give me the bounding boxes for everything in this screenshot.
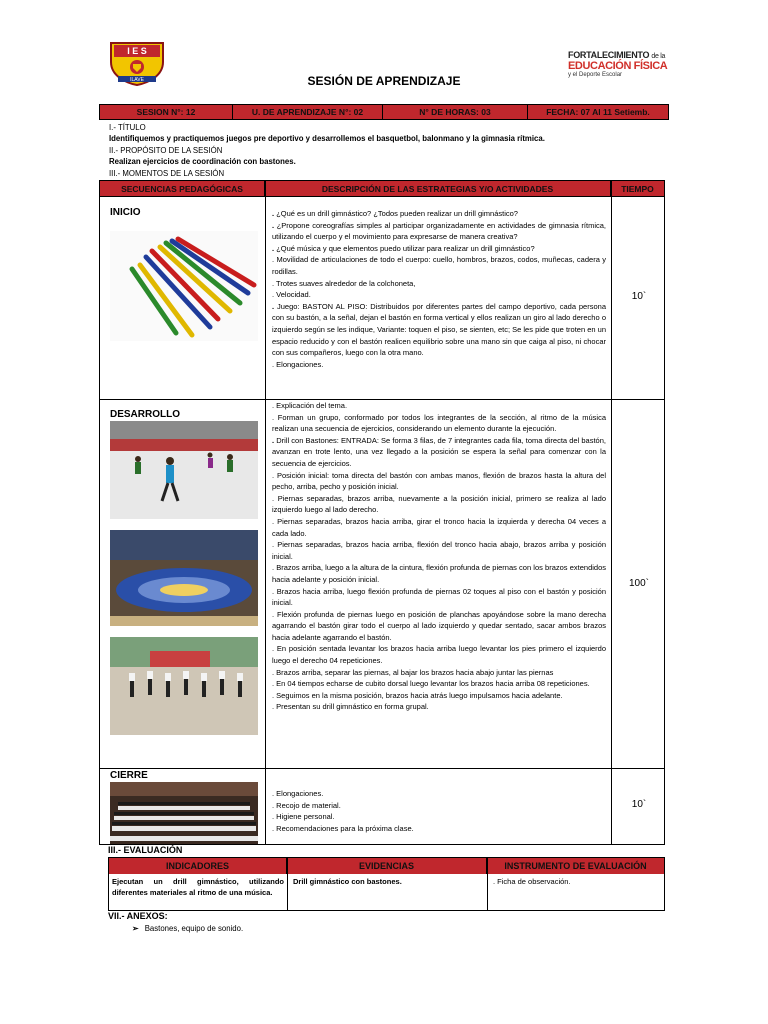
inicio-line: ¿Qué es un drill gimnástico? ¿Todos pueden realizar un drill gimnástico? bbox=[276, 209, 518, 218]
annexes-label: VII.- ANEXOS: bbox=[108, 911, 168, 921]
cierre-time: 10` bbox=[631, 799, 647, 810]
desarrollo-description: . Explicación del tema. . Forman un grupo, conformado por todos los integrantes de la sección, al ritmo de la música realizan una secuencia de ejercicios, considerando un elemento durante la ejecución. . Drill con Bastones: ENTRADA: Se forma 3 filas, de 7 integrantes cada fila, toma directa del bastón, avanzan en trote lento, una vez llegado a la posición se espera la señal para comenzar con la secuencia de ejercicios. . Posición inicial: toma directa del bastón con ambas manos, flexión de brazos hasta la altura del pecho, arriba, pecho y posición inicial. . Piernas separadas, brazos arriba, nuevamente a la posición inicial, primero se realiza al lado izquierdo luego al lado derecho. . Piernas separadas, brazos hacia arriba, girar el tronco hacia la izquierda y derecha 04 veces a cada lado. . Piernas separadas, brazos hacia arriba, flexión del tronco hacia abajo, brazos arriba y posición inicial. . Brazos arriba, luego a la altura de la cintura, flexión profunda de piernas con los brazos extendidos hacia adelante y posición inicial. . Brazos hacia arriba, luego flexión profunda de piernas 02 toques al piso con el bastón y posición inicial. . Flexión profunda de piernas luego en posición de planchas apoyándose sobre la mano derecha agarrando el bastón girar todo el cuerpo al lado izquierdo y quedar sentado, sacar ambos brazos hacia adelante agarrando el bastón. . En posición sentada levantar los brazos hacia arriba luego levantar los pies primero el izquierdo luego el derecho 04 repeticiones. . Brazos arriba, separar las piernas, al bajar los brazos hacia abajo juntar las piernas . En 04 tiempos echarse de cubito dorsal luego levantar los brazos hacia arriba 08 repeticiones. . Seguimos en la misma posición, brazos hacia atrás luego impulsamos hacia adelante. . Presentan su drill gimnástico en forma grupal. bbox=[272, 401, 606, 712]
session-header bbox=[99, 104, 669, 120]
indicator-text: Ejecutan un drill gimnástico, utilizando diferentes materiales al ritmo de una música. bbox=[112, 877, 284, 897]
school-logo-text: I E S bbox=[127, 46, 147, 56]
page-title: SESIÓN DE APRENDIZAJE bbox=[307, 74, 461, 88]
phase-desarrollo-label: DESARROLLO bbox=[110, 409, 180, 420]
cierre-line: . Recomendaciones para la próxima clase. bbox=[272, 823, 414, 833]
hours-number: N° DE HORAS: 03 bbox=[383, 105, 528, 119]
desarrollo-line: . Posición inicial: toma directa del bastón con ambas manos, flexión de brazos hasta la altura del pecho, arriba, pecho y posición inicial. bbox=[272, 470, 606, 492]
moments-table bbox=[99, 180, 665, 845]
arrow-bullet-icon: ➢ bbox=[132, 924, 139, 933]
evaluation-table bbox=[108, 857, 665, 911]
program-logo-line3: y el Deporte Escolar bbox=[568, 72, 623, 78]
desarrollo-line: . Brazos hacia arriba, luego flexión profunda de piernas 02 toques al piso con el bastón y posición inicial. bbox=[272, 586, 606, 608]
phase-inicio-label: INICIO bbox=[110, 207, 141, 218]
section-purpose-text: Realizan ejercicios de coordinación con bastones. bbox=[109, 157, 296, 166]
annex-item-text: Bastones, equipo de sonido. bbox=[144, 924, 244, 933]
inicio-line: . Elongaciones. bbox=[272, 359, 324, 369]
inicio-description: . ¿Qué es un drill gimnástico? ¿Todos pueden realizar un drill gimnástico? . ¿Propone coreografías simples al participar organizadamente en actividades de gimnasia rítmica, utilizando el cuerpo y el movimiento para expresarse de manera creativa? . ¿Qué música y que elementos puedo utilizar para realizar un drill gimnástico? . Movilidad de articulaciones de todo el cuerpo: cuello, hombros, brazos, codos, muñecas, cadera y rodillas. . Trotes suaves alrededor de la colchoneta, . Velocidad. . Juego: BASTON AL PISO: Distribuidos por diferentes partes del campo deportivo, cada persona con su bastón, a la señal, dejan el bastón en forma vertical y ellos realizan un giro al lado derecho o izquierdo según se les indique, Variante: toquen el piso, se sienten, etc; Se les pide que troten en un espacio reducido y con el bastón realicen equilibrio sobre una mano sin que caiga al piso, ni chocar con sus compañeros, luego con la otra mano. . Elongaciones. bbox=[272, 209, 606, 369]
instrument-text: . Ficha de observación. bbox=[493, 877, 571, 886]
section-purpose-label: II.- PROPÓSITO DE LA SESIÓN bbox=[109, 146, 223, 155]
drill-photo-1 bbox=[110, 421, 258, 519]
col-header-time: TIEMPO bbox=[621, 183, 654, 194]
inicio-line: . Movilidad de articulaciones de todo el cuerpo: cuello, hombros, brazos, codos, muñecas, cadera y rodillas. bbox=[272, 255, 606, 276]
drill-photo-3 bbox=[110, 637, 258, 735]
desarrollo-line: . Presentan su drill gimnástico en forma grupal. bbox=[272, 702, 429, 712]
evidence-text: Drill gimnástico con bastones. bbox=[293, 877, 402, 886]
sticks-photo bbox=[110, 231, 258, 341]
col-header-indicators: INDICADORES bbox=[109, 858, 287, 874]
program-logo-line2: EDUCACIÓN FÍSICA bbox=[568, 60, 668, 72]
desarrollo-line: . Brazos arriba, separar las piernas, al bajar los brazos hacia abajo juntar las piernas bbox=[272, 667, 554, 677]
desarrollo-line: . Piernas separadas, brazos arriba, nuevamente a la posición inicial, primero se realiza al lado izquierdo luego al lado derecho. bbox=[272, 493, 606, 515]
desarrollo-line: . En 04 tiempos echarse de cubito dorsal luego levantar los brazos hacia arriba 08 repeticiones. bbox=[272, 679, 590, 689]
cierre-description bbox=[272, 788, 606, 834]
evaluation-label: III.- EVALUACIÓN bbox=[108, 845, 183, 855]
drill-photo-2 bbox=[110, 530, 258, 626]
desarrollo-time: 100` bbox=[628, 578, 649, 589]
section-title-label: I.- TÍTULO bbox=[109, 123, 146, 132]
phase-cierre-label: CIERRE bbox=[110, 770, 148, 781]
inicio-time: 10` bbox=[631, 291, 647, 302]
desarrollo-line: . Seguimos en la misma posición, brazos hacia atrás luego impulsamos hacia adelante. bbox=[272, 690, 563, 700]
col-header-instrument: INSTRUMENTO DE EVALUACIÓN bbox=[504, 861, 647, 871]
section-title-text: Identifiquemos y practiquemos juegos pre deportivo y desarrollemos el basquetbol, balonmano y la gimnasia rítmica. bbox=[109, 134, 545, 143]
inicio-line: . Trotes suaves alrededor de la colchoneta, bbox=[272, 278, 416, 288]
date-range: FECHA: 07 Al 11 Setiemb. bbox=[546, 107, 650, 117]
desarrollo-line: . Piernas separadas, brazos hacia arriba, flexión del tronco hacia abajo, brazos arriba y posición inicial. bbox=[272, 540, 606, 561]
desarrollo-line: . Brazos arriba, luego a la altura de la cintura, flexión profunda de piernas con los brazos extendidos hacia adelante y posición inicial. bbox=[272, 563, 606, 584]
unit-number: U. DE APRENDIZAJE N°: 02 bbox=[233, 105, 383, 119]
inicio-line: ¿Propone coreografías simples al participar organizadamente en actividades de gimnasia rítmica, utilizando el cuerpo y el movimiento para expresarse de manera creativa? bbox=[272, 220, 606, 242]
section-moments-label: III.- MOMENTOS DE LA SESIÓN bbox=[109, 169, 225, 178]
col-header-evidence: EVIDENCIAS bbox=[287, 858, 487, 874]
inicio-line: . Velocidad. bbox=[272, 290, 311, 300]
desarrollo-line: Drill con Bastones: ENTRADA: Se forma 3 filas, de 7 integrantes cada fila, toma directa del bastón, avanzan en trote lento, una vez llegado a la posición se espera la señal para comenzar con la secuencia de ejercicios. bbox=[272, 435, 606, 468]
evaluation-table-header bbox=[109, 858, 664, 874]
cierre-line: . Higiene personal. bbox=[272, 812, 335, 822]
col-header-sequences: SECUENCIAS PEDAGÓGICAS bbox=[100, 181, 265, 196]
program-logo-line1: FORTALECIMIENTO bbox=[568, 50, 650, 60]
desarrollo-line: . Forman un grupo, conformado por todos los integrantes de la sección, al ritmo de la música realizan una secuencia de ejercicios, considerando un elemento durante la ejecución. bbox=[272, 412, 606, 434]
desarrollo-line: . Piernas separadas, brazos hacia arriba, girar el tronco hacia la izquierda y derecha 04 veces a cada lado. bbox=[272, 516, 606, 538]
inicio-line: ¿Qué música y que elementos puedo utilizar para realizar un drill gimnástico? bbox=[276, 243, 535, 253]
cierre-line: . Recojo de material. bbox=[272, 800, 341, 810]
program-logo-line1-small: de la bbox=[651, 53, 666, 60]
col-header-description: DESCRIPCIÓN DE LAS ESTRATEGIAS Y/O ACTIVIDADES bbox=[265, 181, 611, 196]
desarrollo-line: . En posición sentada levantar los brazos hacia arriba luego levantar los pies primero el izquierdo luego el derecho 04 repeticiones. bbox=[272, 644, 606, 666]
inicio-line: Juego: BASTON AL PISO: Distribuidos por diferentes partes del campo deportivo, cada persona con su bastón, a la señal, dejan el bastón en forma vertical y ellos realizan un giro al lado derecho o izquierdo según se les indique, Variante: toquen el piso, se sienten, etc; Se les pide que troten en un espacio reducido y con el bastón realicen equilibrio sobre una mano sin que caiga al piso, ni chocar con sus compañeros, luego con la otra mano. bbox=[272, 301, 606, 358]
annex-item bbox=[132, 924, 243, 933]
session-number: SESION N°: 12 bbox=[100, 105, 233, 119]
desarrollo-line: . Flexión profunda de piernas luego en posición de planchas apoyándose sobre la mano derecha agarrando el bastón girar todo el cuerpo al lado izquierdo y quedar sentado, sacar ambos brazos hacia adelante agarrando el bastón. bbox=[272, 609, 606, 642]
closing-photo bbox=[110, 782, 258, 844]
cierre-line: . Elongaciones. bbox=[272, 789, 324, 798]
moments-table-header bbox=[100, 181, 664, 196]
school-logo-subtext: ILAVE bbox=[130, 77, 144, 83]
desarrollo-line: . Explicación del tema. bbox=[272, 401, 348, 410]
